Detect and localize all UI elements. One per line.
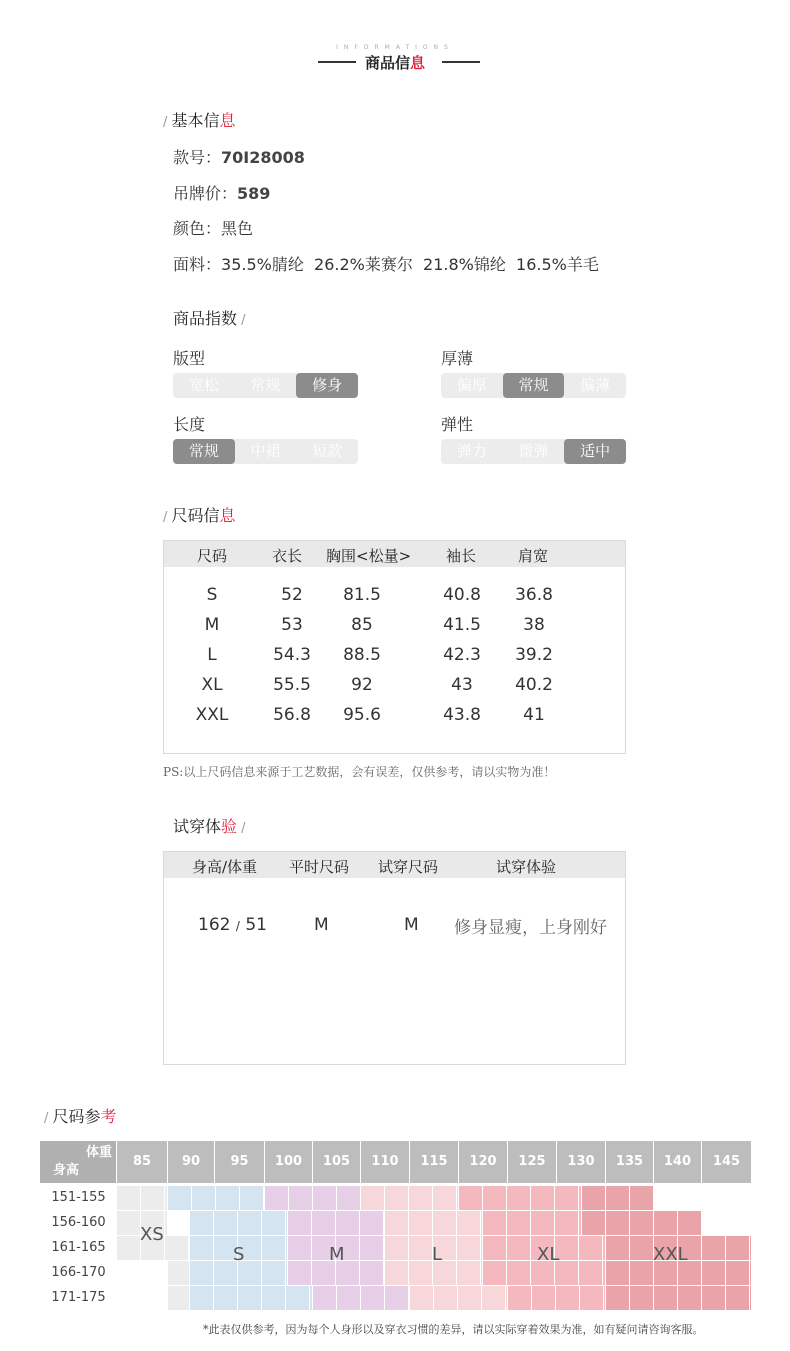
zone-cell-l (409, 1261, 432, 1285)
weight-header: 105 (313, 1141, 361, 1183)
measurement-cell: 41 (523, 705, 545, 725)
zone-label: L (432, 1244, 443, 1265)
zone-cell-m (289, 1186, 312, 1210)
tryon-tried-size: M (404, 915, 419, 935)
tryon-height-weight: 162 / 51 (198, 915, 267, 935)
elasticity-scale (441, 439, 626, 464)
zone-cell-l (433, 1211, 456, 1235)
zone-label: M (329, 1244, 345, 1265)
weight-header: 90 (168, 1141, 215, 1183)
fit-option: 宽松 (188, 376, 219, 394)
zone-cell-s (190, 1286, 213, 1310)
zone-cell-s (286, 1286, 309, 1310)
zone-cell-xl (483, 1211, 506, 1235)
zone-label: XXL (653, 1244, 688, 1265)
col-header: 袖长 (446, 547, 477, 565)
elasticity-option: 微弹 (518, 442, 549, 460)
elasticity-option-selected: 适中 (564, 439, 626, 464)
zone-cell-xxl (750, 1286, 751, 1310)
zone-cell-s (214, 1211, 237, 1235)
zone-cell-m (360, 1211, 383, 1235)
measurement-cell: 39.2 (515, 645, 553, 665)
measurement-cell: 36.8 (515, 585, 553, 605)
zone-cell-xl (507, 1261, 530, 1285)
measurement-cell: 81.5 (343, 585, 381, 605)
measurement-cell: 40.2 (515, 675, 553, 695)
zone-cell-xxl (726, 1286, 749, 1310)
zone-cell-l (385, 1261, 408, 1285)
zone-cell-xxl (630, 1261, 653, 1285)
size-info-title: / 尺码信息 (163, 506, 236, 525)
height-label: 151-155 (40, 1186, 117, 1210)
measurement-cell: 54.3 (273, 645, 311, 665)
zone-cell-xxl (726, 1236, 749, 1260)
zone-cell-s (286, 1236, 287, 1260)
zone-cell-m (288, 1236, 311, 1260)
zone-cell-s (262, 1236, 285, 1260)
zone-cell-xl (483, 1236, 506, 1260)
weight-header: 125 (508, 1141, 557, 1183)
zone-cell-m (313, 1286, 336, 1310)
tryon-table (163, 851, 626, 1065)
zone-cell-l (481, 1211, 482, 1235)
col-header: 肩宽 (518, 547, 549, 565)
fit-label: 版型 (173, 349, 206, 368)
zone-cell-l (385, 1186, 408, 1210)
zone-cell-s (238, 1286, 261, 1310)
zone-cell-xxl (702, 1261, 725, 1285)
measurement-cell: 56.8 (273, 705, 311, 725)
zone-cell-xs (168, 1286, 189, 1310)
tryon-usual-size: M (314, 915, 329, 935)
zone-cell-l (457, 1186, 458, 1210)
zone-cell-l (434, 1286, 457, 1310)
zone-cell-xxl (582, 1186, 605, 1210)
weight-header: 115 (410, 1141, 459, 1183)
zone-cell-xxl (678, 1211, 701, 1235)
zone-cell-xs (117, 1186, 140, 1210)
measurement-cell: 55.5 (273, 675, 311, 695)
zone-cell-xl (579, 1211, 581, 1235)
size-note: PS:以上尺码信息来源于工艺数据，会有误差，仅供参考，请以实物为准！ (163, 765, 556, 779)
thickness-option: 偏薄 (580, 376, 611, 394)
measurement-cell: 88.5 (343, 645, 381, 665)
col-header: 试穿体验 (496, 858, 557, 876)
zone-cell-m (337, 1286, 360, 1310)
height-label: 166-170 (40, 1261, 117, 1285)
length-label: 长度 (173, 415, 206, 434)
zone-cell-xl (555, 1211, 578, 1235)
style-number: 款号：70I28008 (173, 148, 305, 167)
col-header: 尺码 (197, 547, 228, 565)
zone-cell-s (216, 1186, 239, 1210)
size-reference-note: *此表仅供参考，因为每个人身形以及穿衣习惯的差异，请以实际穿着效果为准，如有疑问请咨询客服。 (203, 1323, 704, 1336)
elasticity-option: 弹力 (456, 442, 487, 460)
zone-cell-xl (459, 1186, 482, 1210)
zone-cell-l (409, 1211, 432, 1235)
zone-cell-xxl (582, 1211, 605, 1235)
measurement-cell: 41.5 (443, 615, 481, 635)
zone-cell-m (361, 1286, 384, 1310)
zone-cell-xl (507, 1236, 530, 1260)
zone-cell-xl (555, 1186, 578, 1210)
measurement-cell: 42.3 (443, 645, 481, 665)
col-header: 衣长 (272, 547, 303, 565)
zone-cell-xl (603, 1261, 605, 1285)
size-reference-grid (40, 1141, 752, 1313)
height-label: 156-160 (40, 1211, 117, 1235)
length-scale (173, 439, 358, 464)
zone-cell-xs (168, 1261, 189, 1285)
zone-cell-xl (483, 1186, 506, 1210)
zone-cell-l (410, 1286, 433, 1310)
zone-cell-l (385, 1211, 408, 1235)
measurement-cell: 53 (281, 615, 303, 635)
zone-cell-l (482, 1286, 505, 1310)
zone-cell-xxl (606, 1186, 629, 1210)
measurement-cell: 85 (351, 615, 373, 635)
zone-cell-l (481, 1236, 482, 1260)
zone-cell-xxl (630, 1286, 653, 1310)
weight-header: 145 (702, 1141, 752, 1183)
zone-cell-xxl (750, 1261, 751, 1285)
size-cell: S (206, 585, 218, 605)
grid-corner: 体重 身高 (40, 1141, 117, 1183)
zone-cell-xl (604, 1286, 605, 1310)
zone-cell-xs (165, 1236, 188, 1260)
zone-cell-m (265, 1186, 288, 1210)
zone-cell-xxl (654, 1211, 677, 1235)
zone-cell-l (409, 1186, 432, 1210)
measurement-cell: 43.8 (443, 705, 481, 725)
zone-cell-xl (531, 1186, 554, 1210)
col-header: 胸围<松量> (326, 547, 412, 565)
zone-cell-xl (507, 1211, 530, 1235)
zone-cell-m (337, 1186, 360, 1210)
zone-cell-xxl (630, 1236, 653, 1260)
zone-cell-xxl (630, 1211, 653, 1235)
thickness-scale (441, 373, 626, 398)
elasticity-label: 弹性 (441, 415, 474, 434)
zone-cell-xxl (606, 1261, 629, 1285)
zone-cell-m (385, 1286, 408, 1310)
zone-cell-s (286, 1261, 287, 1285)
zone-cell-xs (117, 1236, 140, 1260)
zone-cell-l (385, 1236, 408, 1260)
zone-cell-xxl (654, 1286, 677, 1310)
col-header: 身高/体重 (192, 858, 258, 876)
weight-header: 85 (117, 1141, 168, 1183)
zone-cell-s (240, 1186, 263, 1210)
weight-header: 130 (557, 1141, 606, 1183)
fit-option-selected: 修身 (296, 373, 358, 398)
zone-cell-xxl (606, 1286, 629, 1310)
fabric: 面料：35.5%腈纶 26.2%莱赛尔 21.8%锦纶 16.5%羊毛 (173, 255, 599, 274)
measurement-cell: 92 (351, 675, 373, 695)
size-cell: M (204, 615, 220, 635)
zone-cell-xl (508, 1286, 531, 1310)
zone-cell-l (458, 1286, 481, 1310)
zone-cell-s (214, 1286, 237, 1310)
measurement-cell: 95.6 (343, 705, 381, 725)
weight-header: 140 (654, 1141, 702, 1183)
zone-cell-s (238, 1211, 261, 1235)
length-option: 中裙 (250, 442, 281, 460)
height-label: 171-175 (40, 1286, 117, 1310)
size-cell: XL (201, 675, 223, 695)
tryon-comment: 修身显瘦，上身刚好 (454, 918, 607, 938)
weight-header: 100 (265, 1141, 313, 1183)
zone-cell-l (433, 1186, 456, 1210)
zone-cell-l (481, 1261, 482, 1285)
zone-cell-xl (580, 1286, 603, 1310)
zone-cell-l (457, 1236, 480, 1260)
size-cell: L (207, 645, 217, 665)
length-option: 短款 (312, 442, 343, 460)
zone-cell-xl (579, 1186, 581, 1210)
weight-header: 135 (606, 1141, 654, 1183)
color: 颜色：黑色 (173, 219, 254, 238)
measurement-cell: 40.8 (443, 585, 481, 605)
col-header: 试穿尺码 (378, 858, 439, 876)
col-header: 平时尺码 (289, 858, 350, 876)
zone-cell-xs (165, 1211, 167, 1235)
zone-cell-xl (531, 1211, 554, 1235)
zone-cell-s (262, 1261, 285, 1285)
zone-cell-s (192, 1186, 215, 1210)
fit-option: 常规 (250, 376, 281, 394)
tryon-title: 试穿体验 / (173, 817, 246, 836)
zone-cell-s (190, 1261, 213, 1285)
size-table (163, 540, 626, 754)
zone-cell-l (409, 1236, 432, 1260)
zone-cell-xl (603, 1236, 605, 1260)
weight-header: 120 (459, 1141, 508, 1183)
zone-cell-xl (579, 1236, 602, 1260)
thickness-option: 偏厚 (456, 376, 487, 394)
zone-cell-l (361, 1186, 384, 1210)
zone-cell-m (313, 1186, 336, 1210)
measurement-cell: 43 (451, 675, 473, 695)
zone-cell-s (262, 1211, 285, 1235)
basic-info-title: / 基本信息 (163, 111, 236, 130)
zone-cell-s (262, 1286, 285, 1310)
zone-cell-xl (483, 1261, 506, 1285)
zone-cell-l (506, 1286, 507, 1310)
height-label: 161-165 (40, 1236, 117, 1260)
zone-label: XL (537, 1244, 560, 1265)
size-cell: XXL (195, 705, 229, 725)
zone-cell-xxl (702, 1286, 725, 1310)
zone-cell-xxl (606, 1236, 629, 1260)
measurement-cell: 38 (523, 615, 545, 635)
page-title: 商品信息 (364, 54, 426, 72)
zone-cell-m (312, 1211, 335, 1235)
zone-label: S (233, 1244, 245, 1265)
zone-cell-xxl (606, 1211, 629, 1235)
zone-cell-m (288, 1211, 311, 1235)
zone-cell-xs (165, 1186, 167, 1210)
zone-cell-xxl (750, 1236, 751, 1260)
fit-scale (173, 373, 358, 398)
zone-cell-xxl (726, 1261, 749, 1285)
zone-cell-xs (141, 1186, 164, 1210)
zone-cell-s (190, 1211, 213, 1235)
zone-cell-xxl (678, 1286, 701, 1310)
thickness-label: 厚薄 (441, 349, 474, 368)
zone-cell-m (360, 1236, 383, 1260)
zone-label: XS (140, 1224, 164, 1245)
size-reference-title: / 尺码参考 (44, 1107, 117, 1126)
zone-cell-m (336, 1211, 359, 1235)
zone-cell-xxl (630, 1186, 653, 1210)
measurement-cell: 52 (281, 585, 303, 605)
product-index-title: 商品指数 / (173, 309, 246, 328)
zone-cell-xs (117, 1211, 140, 1235)
zone-cell-xl (532, 1286, 555, 1310)
zone-cell-xxl (702, 1236, 725, 1260)
zone-cell-s (168, 1186, 191, 1210)
zone-cell-m (288, 1261, 311, 1285)
zone-cell-xl (556, 1286, 579, 1310)
zone-cell-xl (507, 1186, 530, 1210)
zone-cell-s (310, 1286, 312, 1310)
weight-header: 110 (361, 1141, 410, 1183)
header-subtitle: INFORMATIONS (336, 44, 454, 51)
zone-cell-s (286, 1211, 287, 1235)
length-option-selected: 常规 (173, 439, 235, 464)
zone-cell-l (457, 1261, 480, 1285)
zone-cell-m (360, 1261, 383, 1285)
zone-cell-l (457, 1211, 480, 1235)
zone-cell-s (190, 1236, 213, 1260)
weight-header: 95 (215, 1141, 265, 1183)
tag-price: 吊牌价：589 (173, 184, 271, 203)
zone-cell-xl (579, 1261, 602, 1285)
thickness-option-selected: 常规 (503, 373, 565, 398)
